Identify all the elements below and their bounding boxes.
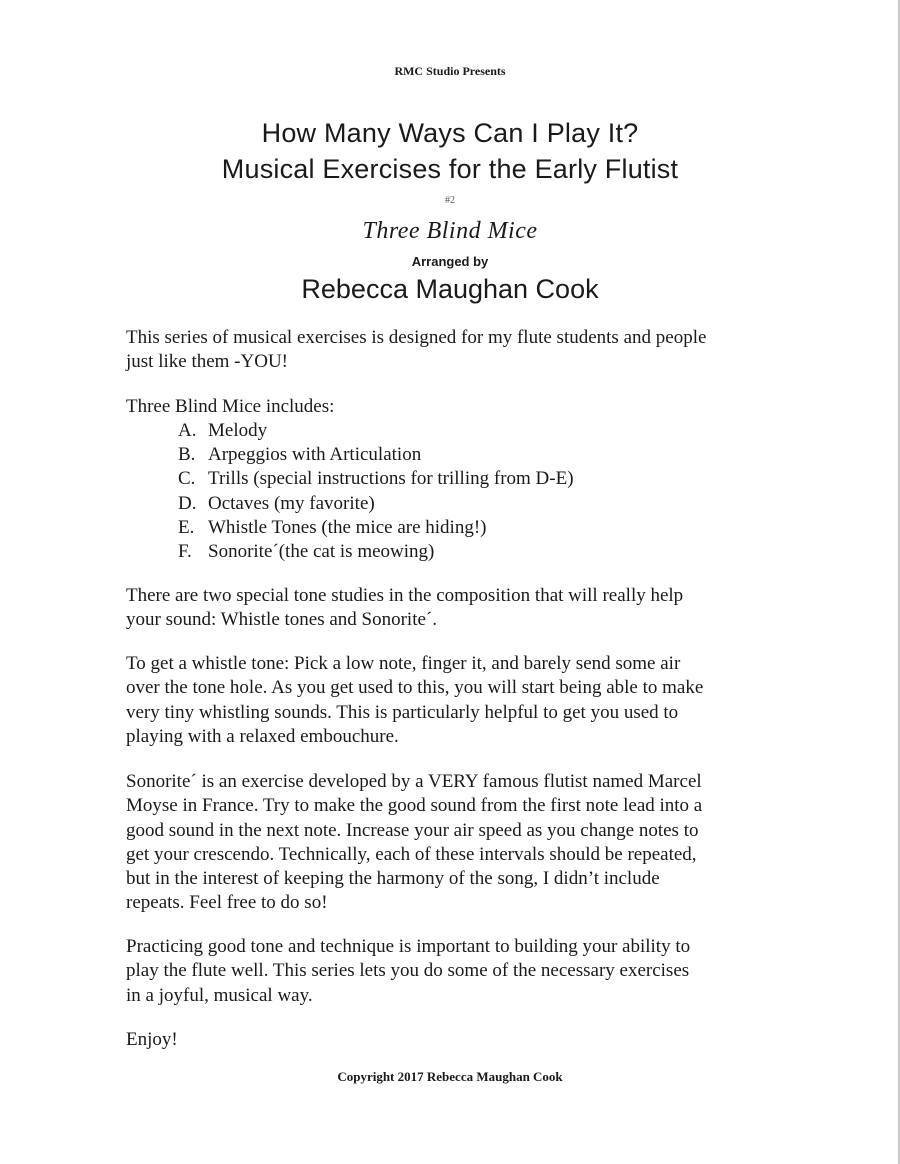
intro-line: This series of musical exercises is designed for my flute students and people (126, 327, 707, 348)
list-item-text: Melody (208, 420, 268, 441)
author-name: Rebecca Maughan Cook (301, 274, 599, 304)
list-item (178, 516, 798, 540)
list-item (178, 492, 798, 516)
list-item (178, 467, 798, 491)
presenter-line: RMC Studio Presents (394, 64, 506, 78)
paragraph-line: but in the interest of keeping the harmony of the song, I didn’t include (126, 868, 660, 890)
list-item-text: Arpeggios with Articulation (208, 444, 422, 466)
intro-line: just like them -YOU! (126, 351, 289, 373)
list-item-letter: D. (178, 492, 197, 514)
paragraph-line: Moyse in France. Try to make the good sound from the first note lead into a (126, 795, 703, 817)
list-item-text: Whistle Tones (the mice are hiding!) (208, 516, 487, 538)
copyright-notice: Copyright 2017 Rebecca Maughan Cook (337, 1069, 563, 1084)
list-item-text: Sonorite´(the cat is meowing) (208, 541, 435, 563)
intro-paragraph (126, 326, 786, 375)
title-line-1: How Many Ways Can I Play It? (261, 118, 639, 148)
paragraph-line: play the flute well. This series lets you do some of the necessary exercises (126, 960, 690, 982)
whistle-tone-paragraph (126, 652, 786, 749)
list-item-letter: F. (178, 541, 192, 563)
paragraph-line: repeats. Feel free to do so! (126, 892, 328, 914)
song-title: Three Blind Mice (362, 218, 538, 244)
paragraph-line: playing with a relaxed embouchure. (126, 725, 399, 747)
list-item-letter: B. (178, 444, 196, 466)
list-item-text: Octaves (my favorite) (208, 492, 375, 514)
paragraph-line: get your crescendo. Technically, each of these intervals should be repeated, (126, 843, 697, 865)
paragraph-line: good sound in the next note. Increase your air speed as you change notes to (126, 819, 699, 841)
includes-list (178, 419, 798, 564)
paragraph-line: your sound: Whistle tones and Sonorite´. (126, 609, 438, 631)
exercise-number: #2 (445, 195, 455, 206)
title-line-2: Musical Exercises for the Early Flutist (221, 154, 679, 184)
practice-paragraph (126, 935, 786, 1008)
list-item-letter: C. (178, 468, 196, 490)
list-item-letter: E. (178, 516, 195, 538)
paragraph-line: Practicing good tone and technique is important to building your ability to (126, 936, 691, 957)
list-item-text: Trills (special instructions for trilling from D-E) (208, 468, 574, 490)
list-item (178, 419, 798, 443)
paragraph-line: Sonorite´ is an exercise developed by a VERY famous flutist named Marcel (126, 771, 702, 792)
paragraph-line: over the tone hole. As you get used to this, you will start being able to make (126, 677, 704, 699)
paragraph-line: in a joyful, musical way. (126, 984, 313, 1006)
paragraph-line: There are two special tone studies in the composition that will really help (126, 585, 684, 606)
paragraph-line: To get a whistle tone: Pick a low note, finger it, and barely send some air (126, 653, 681, 674)
includes-heading: Three Blind Mice includes: (126, 396, 335, 417)
list-item-letter: A. (178, 420, 197, 441)
closing-line: Enjoy! (126, 1029, 178, 1050)
paragraph-line: very tiny whistling sounds. This is particularly helpful to get you used to (126, 701, 679, 723)
sonorite-paragraph (126, 770, 786, 916)
list-item (178, 443, 798, 467)
arranged-by-label: Arranged by (411, 254, 489, 269)
list-item (178, 540, 798, 564)
tone-studies-paragraph (126, 584, 786, 633)
